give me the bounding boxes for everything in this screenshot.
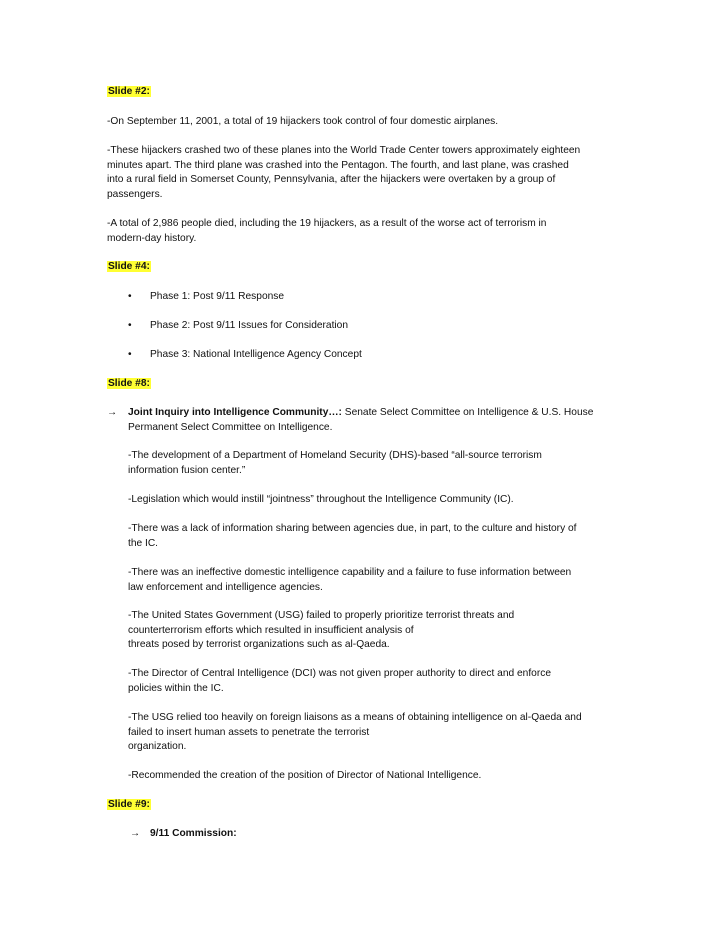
bullet-icon: • bbox=[128, 320, 132, 331]
slide-8-paragraph: -There was a lack of information sharing between agencies due, in part, to the culture and history of the IC. bbox=[128, 523, 577, 549]
slide-8-paragraph: -The development of a Department of Homeland Security (DHS)-based “all-source terrorism information fusion center.” bbox=[128, 450, 542, 476]
slide-8-paragraph: -The Director of Central Intelligence (DCI) was not given proper authority to direct and enforce policies within the IC. bbox=[128, 668, 551, 694]
slide-2-paragraph-2: -These hijackers crashed two of these planes into the World Trade Center towers approximately eighteen minutes apart. The third plane was crashed into the Pentagon. The fourth, and last plane, was crashed into a rural field in Somerset County, Pennsylvania, after the hijackers were overtaken by a group of passengers. bbox=[107, 145, 581, 200]
slide-8-lead: Joint Inquiry into Intelligence Community…: Senate Select Committee on Intelligence & U.S. House Permanent Select Committee on Intelligence. bbox=[128, 407, 594, 433]
bullet-icon: • bbox=[128, 291, 132, 302]
slide-9-heading: Slide #9: bbox=[108, 799, 150, 810]
slide-2-paragraph-1: -On September 11, 2001, a total of 19 hijackers took control of four domestic airplanes. bbox=[107, 116, 499, 127]
slide-8-paragraph: -Recommended the creation of the position of Director of National Intelligence. bbox=[128, 770, 482, 781]
bullet-icon: • bbox=[128, 349, 132, 360]
slide-9-item: 9/11 Commission: bbox=[150, 828, 237, 839]
arrow-right-icon: → bbox=[130, 828, 141, 839]
slide-8-paragraph: -Legislation which would instill “jointness” throughout the Intelligence Community (IC). bbox=[128, 494, 514, 505]
slide-8-paragraph: -The USG relied too heavily on foreign liaisons as a means of obtaining intelligence on al-Qaeda and failed to insert human assets to penetrate the terrorist organization. bbox=[128, 712, 582, 753]
slide-8-paragraph: -The United States Government (USG) failed to properly prioritize terrorist threats and counterterrorism efforts which resulted in insufficient analysis of threats posed by terrorist organizations such as al-Qaeda. bbox=[128, 610, 515, 651]
slide-4-heading: Slide #4: bbox=[108, 261, 150, 272]
slide-2-paragraph-3: -A total of 2,986 people died, including the 19 hijackers, as a result of the worse act of terrorism in modern-day history. bbox=[107, 218, 547, 244]
arrow-right-icon: → bbox=[107, 407, 118, 418]
slide-8-paragraph: -There was an ineffective domestic intelligence capability and a failure to fuse information between law enforcement and intelligence agencies. bbox=[128, 567, 572, 593]
document-page: Slide #2: -On September 11, 2001, a total of 19 hijackers took control of four domestic airplanes. -These hijackers crashed two of these planes into the World Trade Center towers approximately eighteen minutes apart. The third plane was crashed into the Pentagon. The fourth, and last plane, was crashed into a rural field in Somerset County, Pennsylvania, after the hijackers were overtaken by a group of passengers. -A total of 2,986 people died, including the 19 hijackers, as a result of the worse act of terrorism in modern-day history. Slide #4: • Phase 1: Post 9/11 Response • Phase 2: Post 9/11 Issues for Consideration • Phase 3: National Intelligence Agency Concept Slide #8: → Joint Inquiry into Intelligence Community…: Senate Select Committee on Intelligence & U.S. House Permanent Select Committee on Intelligence. -The development of a Department of Homeland Security (DHS)-based “all-source terrorism information fusion center.” -Legislation which would instill “jointness” throughout the Intelligence Community (IC). -There was a lack of information sharing between agencies due, in part, to the culture and history of the IC. -There was an ineffective domestic intelligence capability and a failure to fuse information between law enforcement and intelligence agencies. -The United States Government (USG) failed to properly prioritize terrorist threats and counterterrorism efforts which resulted in insufficient analysis of threats posed by terrorist organizations such as al-Qaeda. -The Director of Central Intelligence (DCI) was not given proper authority to direct and enforce policies within the IC. -The USG relied too heavily on foreign liaisons as a means of obtaining intelligence on al-Qaeda and failed to insert human assets to penetrate the terrorist organization. -Recommended the creation of the position of Director of National Intelligence. Slide #9: → 9/11 Commission: bbox=[0, 0, 728, 942]
slide-8-heading: Slide #8: bbox=[108, 378, 150, 389]
slide-2-heading: Slide #2: bbox=[108, 86, 150, 97]
